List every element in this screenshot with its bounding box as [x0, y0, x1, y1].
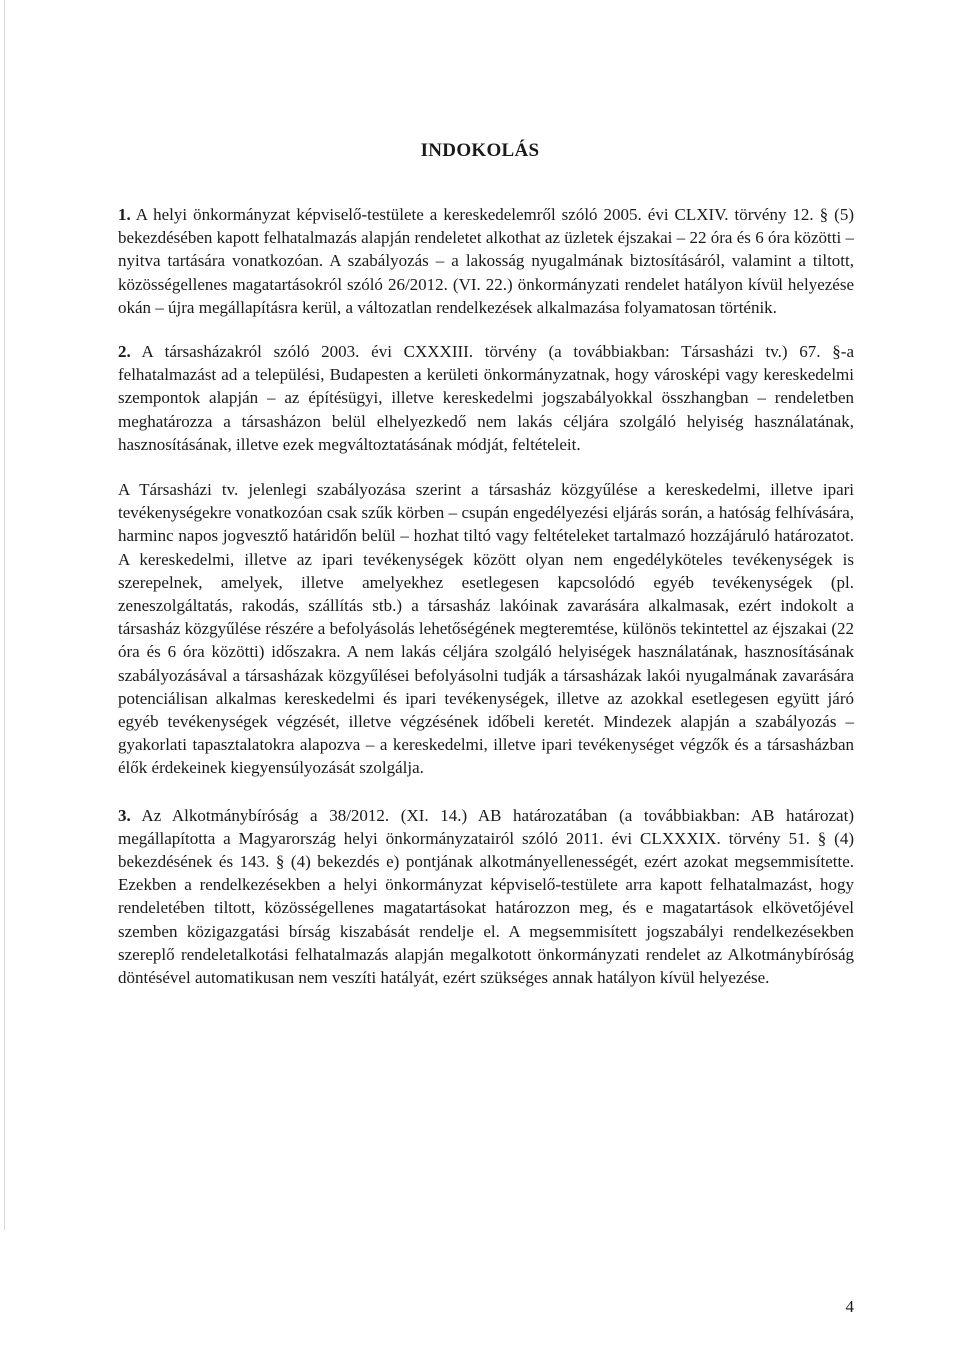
- paragraph-1: [118, 203, 854, 319]
- paragraph-text: A helyi önkormányzat képviselő-testülete a kereskedelemről szóló 2005. évi CLXIV. törvény 12. § (5) bekezdésében kapott felhatalmazás alapján rendeletet alkothat az üzletek éjszakai – 22 óra és 6 óra közötti – nyitva tartására vonatkozóan. A szabályozás – a lakosság nyugalmának biztosításáról, valamint a tiltott, közösségellenes magatartásokról szóló 26/2012. (VI. 22.) önkormányzati rendelet hatályon kívül helyezése okán – újra megállapításra kerül, a változatlan rendelkezések alkalmazása folyamatosan történik.: [118, 205, 854, 317]
- paragraph-text: A Társasházi tv. jelenlegi szabályozása szerint a társasház közgyűlése a kereskedelmi, illetve ipari tevékenységekre vonatkozóan csak szűk körben – csupán engedélyezési eljárás során, a hatóság felhívására, harminc napos jogvesztő határidőn belül – hozhat tiltó vagy feltételeket tartalmazó hozzájáruló határozatot. A kereskedelmi, illetve az ipari tevékenységek között olyan nem engedélyköteles tevékenységek is szerepelnek, amelyek, illetve amelyekhez esetlegesen kapcsolódó egyéb tevékenységek (pl. zeneszolgáltatás, rakodás, szállítás stb.) a társasház lakóinak zavarására alkalmasak, ezért indokolt a társasház közgyűlése részére a befolyásolás lehetőségének megteremtése, különös tekintettel az éjszakai (22 óra és 6 óra közötti) időszakra. A nem lakás céljára szolgáló helyiségek használatának, hasznosításának szabályozásával a társasházak közgyűlései befolyásolni tudják a társasházak lakói nyugalmának zavarására potenciálisan alkalmas kereskedelmi és ipari tevékenységek, illetve az azokkal esetlegesen együtt járó egyéb tevékenységek végzését, illetve végzésének időbeli keretét. Mindezek alapján a szabályozás – gyakorlati tapasztalatokra alapozva – a kereskedelmi, illetve ipari tevékenységet végzők és a társasházban élők érdekeinek kiegyensúlyozását szolgálja.: [118, 480, 854, 778]
- paragraph-2-continued: [118, 478, 854, 780]
- scan-edge-line: [4, 0, 5, 1230]
- paragraph-number: 3.: [118, 805, 131, 825]
- document-body: [118, 203, 854, 989]
- paragraph-number: 1.: [118, 205, 131, 224]
- document-title: INDOKOLÁS: [420, 140, 540, 161]
- paragraph-text: A társasházakról szóló 2003. évi CXXXIII. törvény (a továbbiakban: Társasházi tv.) 67. §-a felhatalmazást ad a települési, Budapesten a kerületi önkormányzatnak, hogy városképi vagy kereskedelmi szempontok alapján – az építésügyi, illetve kereskedelmi jogszabályokkal összhangban – rendeletben meghatározza a társasházon belül elhelyezkedő nem lakás céljára szolgáló helyiség használatának, hasznosításának, illetve ezek megváltoztatásának módját, feltételeit.: [118, 342, 854, 454]
- page-number: 4: [845, 1297, 854, 1316]
- paragraph-3: [118, 804, 854, 990]
- paragraph-2: [118, 340, 854, 456]
- paragraph-number: 2.: [118, 342, 131, 362]
- paragraph-text: Az Alkotmánybíróság a 38/2012. (XI. 14.) AB határozatában (a továbbiakban: AB határozat) megállapította a Magyarország helyi önkormányzatairól szóló 2011. évi CLXXXIX. törvény 51. § (4) bekezdésének és 143. § (4) bekezdés e) pontjának alkotmányellenességét, ezért azokat megsemmisítette. Ezekben a rendelkezésekben a helyi önkormányzat képviselő-testülete arra kapott felhatalmazást, hogy rendeletében tiltott, közösségellenes magatartásokat határozzon meg, és e magatartások elkövetőjével szemben közigazgatási bírság kiszabását rendelje el. A megsemmisített jogszabályi rendelkezésekben szereplő rendeletalkotási felhatalmazás alapján megalkotott önkormányzati rendelet az Alkotmánybíróság döntésével automatikusan nem veszíti hatályát, ezért szükséges annak hatályon kívül helyezése.: [118, 805, 854, 988]
